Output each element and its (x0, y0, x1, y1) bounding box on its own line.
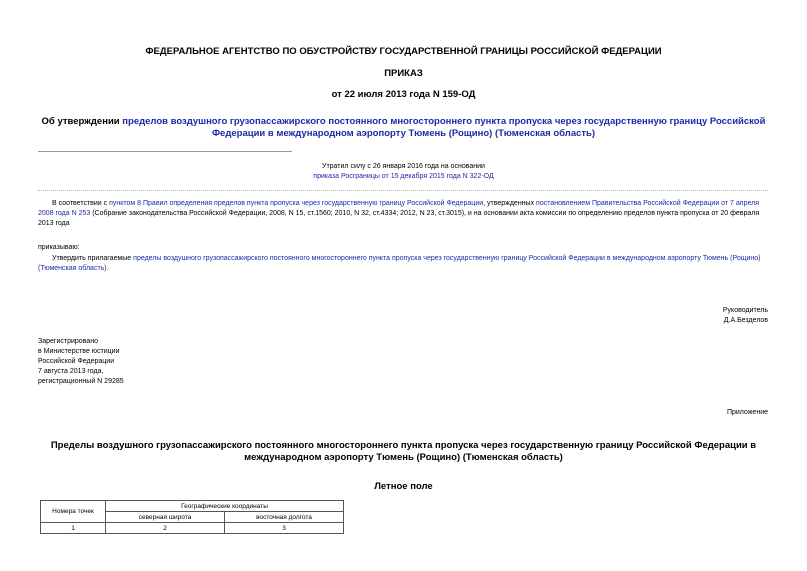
appendix-title (0, 440, 807, 464)
status-text: Утратил силу с 26 января 2016 года на основании (322, 163, 485, 170)
document-type: ПРИКАЗ (384, 68, 423, 79)
divider (38, 151, 292, 152)
registration-number: регистрационный N 29285 (38, 378, 124, 385)
table-cell: 1 (41, 523, 106, 534)
resolution-link[interactable]: постановлением Правительства Российской Федерации от 7 апреля 2008 года N 253 (38, 200, 760, 217)
column-header-latitude: северная широта (106, 512, 225, 523)
section-title: Летное поле (374, 481, 433, 492)
column-header-coordinates: Географические координаты (106, 501, 344, 512)
table-cell: 2 (106, 523, 225, 534)
preamble-text-3: (Собрание законодательства Российской Федерации, 2008, N 15, ст.1560; 2010, N 32, ст.4334; 2012, N 23, ст.3015), и на основании акта комиссии по определению пределов пункта пропуска от 20 февраля 2013 года (38, 210, 760, 227)
rules-link[interactable]: пунктом 8 Правил определения пределов пункта пропуска через государственную границу Российской Федерации (109, 200, 484, 207)
order-word: приказываю: (38, 244, 80, 251)
agency-name: ФЕДЕРАЛЬНОЕ АГЕНТСТВО ПО ОБУСТРОЙСТВУ ГОСУДАРСТВЕННОЙ ГРАНИЦЫ РОССИЙСКОЙ ФЕДЕРАЦИИ (145, 46, 662, 57)
registration-line: Российской Федерации (38, 358, 115, 365)
title-link-continued[interactable]: Федерации в международном аэропорту Тюмень (Рощино) (Тюменская область) (211, 128, 596, 139)
title-prefix: Об утверждении (41, 116, 123, 127)
document-title (0, 116, 807, 140)
approval-period: . (106, 265, 109, 272)
signature-block (723, 306, 768, 326)
status-link[interactable]: приказа Росграницы от 15 декабря 2015 года N 322-ОД (313, 173, 494, 180)
document-date-number: от 22 июля 2013 года N 159-ОД (331, 89, 476, 100)
status-note (0, 162, 807, 182)
preamble-text-1: В соответствии с (52, 200, 110, 207)
registration-block (38, 337, 124, 387)
approval-text: Утвердить прилагаемые (52, 255, 134, 262)
title-link[interactable]: пределов воздушного грузопассажирского постоянного многостороннего пункта пропуска через государственную границу Российской (122, 116, 766, 127)
appendix-title-line: Пределы воздушного грузопассажирского постоянного многостороннего пункта пропуска через государственную границу Российской Федерации в (50, 440, 757, 451)
table-header-row (41, 501, 344, 512)
column-header-points: Номера точек (41, 501, 106, 523)
preamble-text-2: , утвержденных (483, 200, 537, 207)
table-row (41, 523, 344, 534)
table-cell: 3 (225, 523, 344, 534)
approval-paragraph (38, 254, 768, 274)
status-divider (38, 190, 768, 191)
preamble-paragraph (38, 199, 768, 229)
appendix-title-line: международном аэропорту Тюмень (Рощино) (Тюменская область) (244, 452, 563, 463)
registration-line: в Министерстве юстиции (38, 348, 120, 355)
appendix-label: Приложение (726, 409, 768, 416)
coordinates-table (40, 500, 344, 534)
signature-position: Руководитель (722, 307, 768, 314)
signature-name: Д.А.Безделов (723, 317, 768, 324)
column-header-longitude: восточная долгота (225, 512, 344, 523)
registration-line: Зарегистрировано (38, 338, 98, 345)
limits-link[interactable]: пределы воздушного грузопассажирского постоянного многостороннего пункта пропуска через государственную границу Российской Федерации в международном аэропорту Тюмень (Рощино) (Тюменская область) (38, 255, 761, 272)
registration-date: 7 августа 2013 года, (38, 368, 104, 375)
